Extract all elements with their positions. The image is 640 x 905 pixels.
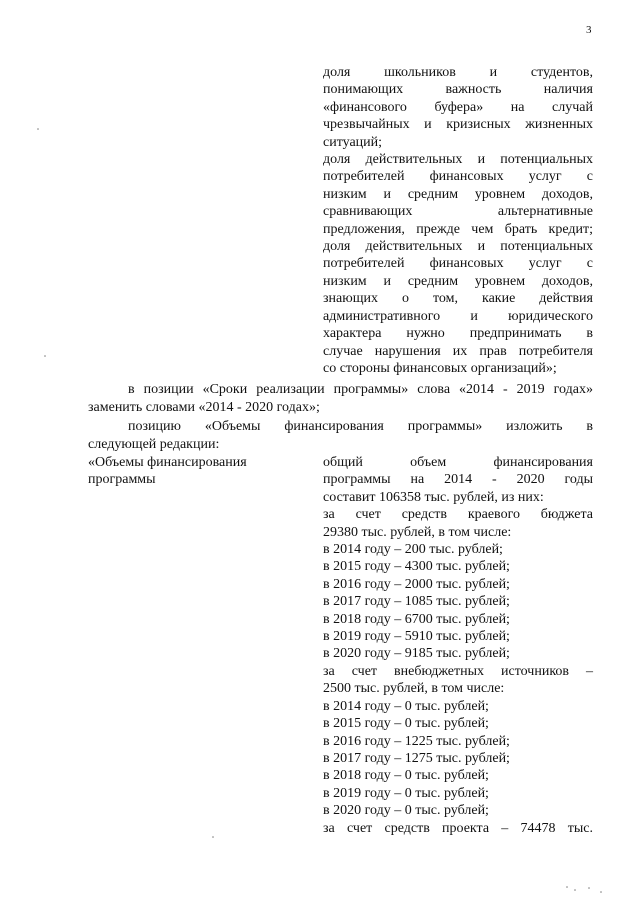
text-line: в 2015 году – 4300 тыс. рублей;	[323, 559, 510, 575]
text-line: в 2018 году – 6700 тыс. рублей;	[323, 611, 510, 627]
text-line: составит 106358 тыс. рублей, из них:	[323, 489, 544, 505]
text-line: за счет средств краевого бюджета	[323, 507, 593, 523]
text-line: знающих о том, какие действия	[323, 291, 593, 307]
text-line: потребителей финансовых услуг с	[323, 169, 593, 185]
scan-speck	[566, 886, 568, 888]
text-line: ситуаций;	[323, 134, 383, 150]
text-line: в 2018 году – 0 тыс. рублей;	[323, 768, 489, 784]
text-line: в 2015 году – 0 тыс. рублей;	[323, 716, 489, 732]
text-line: доля действительных и потенциальных	[323, 152, 593, 168]
scan-speck	[574, 889, 576, 891]
text-line: в 2020 году – 9185 тыс. рублей;	[323, 646, 510, 662]
text-line: в 2017 году – 1085 тыс. рублей;	[323, 594, 510, 610]
text-line: чрезвычайных и кризисных жизненных	[323, 117, 593, 133]
text-line: понимающих важность наличия	[323, 82, 593, 98]
text-line: «финансового буфера» на случай	[323, 99, 593, 115]
text-line: в 2014 году – 200 тыс. рублей;	[323, 542, 503, 558]
funding-label	[88, 454, 288, 489]
text-line: в 2016 году – 1225 тыс. рублей;	[323, 733, 510, 749]
scan-speck	[37, 128, 39, 130]
text-line: административного и юридического	[323, 308, 593, 324]
amendment-line: следующей редакции:	[88, 437, 220, 452]
scan-speck	[212, 836, 214, 838]
text-line: общий объем финансирования	[323, 455, 593, 470]
text-line: случае нарушения их прав потребителя	[323, 343, 593, 359]
text-line: в 2017 году – 1275 тыс. рублей;	[323, 750, 510, 766]
amendment-line: в позиции «Сроки реализации программы» слова «2014 - 2019 годах»	[128, 382, 593, 397]
text-line: предложения, прежде чем брать кредит;	[323, 221, 593, 237]
text-line: в 2020 году – 0 тыс. рублей;	[323, 803, 489, 819]
scan-speck	[44, 355, 46, 357]
text-line: низким и средним уровнем доходов,	[323, 186, 593, 202]
label-line: «Объемы финансирования	[88, 455, 247, 470]
text-line: со стороны финансовых организаций»;	[323, 360, 557, 376]
scan-speck	[588, 887, 590, 889]
text-line: характера нужно предпринимать в	[323, 326, 593, 342]
amendment-line: заменить словами «2014 - 2020 годах»;	[88, 400, 320, 415]
text-line: потребителей финансовых услуг с	[323, 256, 593, 272]
funding-block	[323, 454, 593, 837]
text-line: 29380 тыс. рублей, в том числе:	[323, 524, 512, 540]
scan-speck	[600, 891, 602, 893]
text-line: в 2016 году – 2000 тыс. рублей;	[323, 576, 510, 592]
text-line: программы на 2014 - 2020 годы	[323, 472, 593, 488]
indicators-block	[323, 64, 593, 377]
text-line: в 2019 году – 0 тыс. рублей;	[323, 785, 489, 801]
label-line: программы	[88, 472, 156, 488]
text-line: за счет средств проекта – 74478 тыс.	[323, 820, 593, 836]
amendment-line: позицию «Объемы финансирования программы» изложить в	[128, 419, 593, 434]
text-line: 2500 тыс. рублей, в том числе:	[323, 681, 505, 697]
text-line: за счет внебюджетных источников –	[323, 663, 593, 679]
text-line: в 2019 году – 5910 тыс. рублей;	[323, 629, 510, 645]
text-line: доля действительных и потенциальных	[323, 239, 593, 255]
text-line: доля школьников и студентов,	[323, 65, 593, 80]
text-line: сравнивающих альтернативные	[323, 204, 593, 220]
page-number: 3	[586, 24, 592, 36]
text-line: в 2014 году – 0 тыс. рублей;	[323, 698, 489, 714]
text-line: низким и средним уровнем доходов,	[323, 273, 593, 289]
